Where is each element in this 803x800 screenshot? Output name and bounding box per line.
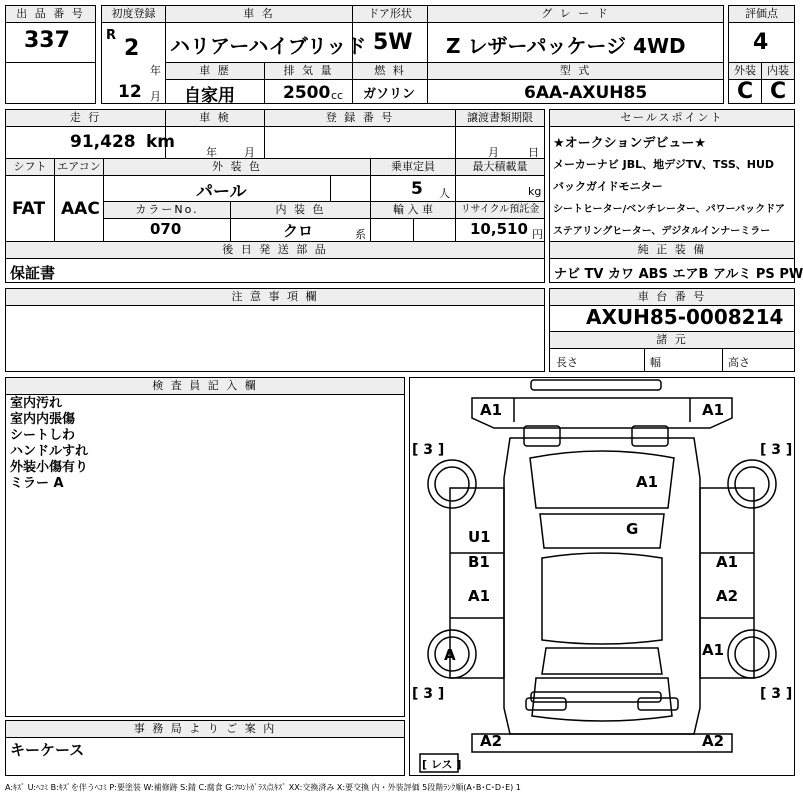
later-parts-value: 保証書 [10, 264, 56, 282]
max-load-cell [455, 158, 545, 202]
inspector-note: ハンドルすれ [10, 444, 89, 459]
capacity-cell [370, 158, 456, 202]
car-diagram-svg [410, 378, 794, 775]
exterior-grade-value: C [737, 79, 754, 104]
interior-grade-label: 内装 [762, 63, 794, 80]
shift-value: FAT [12, 199, 46, 219]
score-value: 4 [753, 30, 769, 55]
aircon-label: エアコン [55, 159, 103, 176]
exterior-grade-cell [728, 62, 762, 104]
equipment-item: ABS [638, 267, 668, 282]
registration-number-cell [264, 109, 456, 159]
history-label: 車 歴 [166, 63, 264, 80]
capacity-label: 乗車定員 [371, 159, 455, 176]
office-label: 事 務 局 よ り ご 案 内 [6, 721, 404, 738]
inspection-cell [165, 109, 265, 159]
interior-color-label: 内 装 色 [231, 202, 370, 219]
sales-point-line-3: バックガイドモニター [553, 180, 663, 193]
shift-cell [5, 158, 55, 242]
mileage-cell [5, 109, 176, 159]
sales-point-line-4: シートヒーター/ベンチレーター、パワーバックドア [553, 204, 785, 215]
lot-blank-cell [5, 62, 96, 104]
height-label: 高さ [728, 356, 750, 369]
later-parts-label: 後 日 発 送 部 品 [6, 242, 544, 259]
model-label: 型 式 [428, 63, 723, 80]
inspector-note: 室内汚れ [10, 396, 63, 411]
mark-left-front-door-1: U1 [468, 528, 491, 546]
inspector-box [5, 377, 405, 717]
displacement-cell [264, 62, 353, 104]
inspector-note: 外装小傷有り [10, 460, 89, 475]
tire-front-left: [ 3 ] [412, 442, 445, 458]
mark-right-rear-door: A2 [716, 587, 739, 605]
score-label: 評価点 [729, 6, 794, 23]
genuine-equipment-label: 純 正 装 備 [550, 242, 794, 259]
mark-right-rear: A1 [702, 641, 725, 659]
recycle-value: 10,510 [470, 220, 528, 238]
aircon-value: AAC [61, 199, 100, 219]
legend-text: A:ｷｽﾞ U:ﾍｺﾐ B:ｷｽﾞを伴うﾍｺﾐ P:要塗装 W:補修跡 S:錆 C:腐食 G:ﾌﾛﾝﾄｶﾞﾗｽ点ｷｽﾞ XX:交換済み X:要交換 内・外装評価 5段階ﾗﾝｸ順(A･B･C･D･E) 1 [5, 783, 521, 792]
month-unit: 月 [150, 90, 161, 103]
car-name-label: 車 名 [166, 6, 352, 23]
inspection-month-unit: 月 [244, 146, 255, 159]
mark-hood: A1 [636, 473, 659, 491]
model-value: 6AA-AXUH85 [524, 83, 648, 103]
color-number-label: カラーNo. [104, 202, 230, 219]
inspector-note: ミラー A [10, 476, 64, 491]
inspector-notes-list [10, 396, 88, 492]
equipment-item: ナビ [554, 267, 581, 282]
era-value: R [106, 28, 117, 43]
color-number-value: 070 [150, 220, 182, 238]
mark-right-front-door: A1 [716, 553, 739, 571]
door-label: ドア形状 [353, 6, 427, 23]
year-value: 2 [124, 36, 140, 61]
interior-color-cell [230, 201, 371, 242]
fuel-value: ガソリン [363, 87, 416, 102]
sales-point-box [549, 109, 795, 242]
exterior-grade-label: 外装 [729, 63, 761, 80]
tire-front-right: [ 3 ] [760, 442, 793, 458]
chassis-number-cell [549, 288, 795, 332]
equipment-item: PS [755, 267, 775, 282]
month-value: 12 [118, 82, 142, 102]
displacement-label: 排 気 量 [265, 63, 352, 80]
history-cell [165, 62, 265, 104]
fuel-label: 燃 料 [353, 63, 427, 80]
capacity-value: 5 [411, 179, 423, 199]
notes-box [5, 288, 545, 372]
grade-label: グ レ ー ド [428, 6, 723, 23]
inspector-label: 検 査 員 記 入 欄 [6, 378, 404, 395]
equipment-item: PW [779, 267, 803, 282]
lot-number-cell [5, 5, 96, 63]
sales-point-line-2: メーカーナビ JBL、地デジTV、TSS、HUD [553, 158, 775, 171]
exterior-color-cell [103, 158, 371, 202]
km-unit: km [146, 132, 176, 152]
mark-front-right: A1 [702, 401, 725, 419]
history-value: 自家用 [184, 86, 235, 106]
year-unit: 年 [150, 64, 161, 77]
genuine-equipment-cell [549, 241, 803, 283]
notes-label: 注 意 事 項 欄 [6, 289, 544, 306]
registration-number-label: 登 録 番 号 [265, 110, 455, 127]
inspector-note: 室内内張傷 [10, 412, 76, 427]
equipment-item: TV [584, 267, 604, 282]
chassis-number-label: 車 台 番 号 [550, 289, 794, 306]
deadline-month-unit: 月 [488, 146, 499, 159]
sales-point-line-5: ステアリングヒーター、デジタルインナーミラー [553, 226, 771, 237]
mark-rear-left: A2 [480, 732, 503, 750]
mileage-value: 91,428 [70, 132, 136, 152]
inspection-year-unit: 年 [206, 146, 217, 159]
equipment-item: アルミ [712, 267, 752, 282]
kei-unit: 系 [355, 228, 366, 241]
equipment-list [554, 263, 803, 282]
lot-number-label: 出 品 番 号 [6, 6, 95, 23]
width-label: 幅 [650, 356, 661, 369]
displacement-value: 2500 [283, 83, 331, 103]
length-label: 長さ [556, 356, 578, 369]
mileage-label: 走 行 [6, 110, 165, 127]
max-load-label: 最大積載量 [456, 159, 544, 176]
sales-point-line-1: ★オークションデビュー★ [553, 136, 707, 151]
mark-rear-right: A2 [702, 732, 725, 750]
yen-unit: 円 [532, 228, 543, 241]
import-cell [370, 201, 456, 242]
color-number-cell [103, 201, 231, 242]
mark-left-rear-door: A1 [468, 587, 491, 605]
mark-roof: G [626, 520, 639, 538]
mark-left-front-door-2: B1 [468, 553, 490, 571]
office-box [5, 720, 405, 776]
kg-unit: kg [528, 185, 542, 198]
specs-label: 諸 元 [550, 332, 794, 349]
cc-unit: cc [331, 89, 344, 102]
inspection-label: 車 検 [166, 110, 264, 127]
transfer-deadline-cell [455, 109, 545, 159]
equipment-item: カワ [608, 267, 635, 282]
sales-point-label: セールスポイント [550, 110, 794, 127]
office-value: キーケース [10, 741, 85, 759]
exterior-color-label: 外 装 色 [104, 159, 370, 176]
lot-number-value: 337 [24, 28, 70, 53]
specs-cell [549, 331, 795, 372]
deadline-day-unit: 日 [528, 146, 539, 159]
grade-cell [427, 5, 724, 63]
recycle-cell [455, 201, 545, 242]
score-cell [728, 5, 795, 63]
person-unit: 人 [439, 187, 450, 200]
shift-label: シフト [6, 159, 54, 176]
interior-color-value: クロ [283, 222, 314, 240]
later-parts-cell [5, 241, 545, 283]
car-name-cell [165, 5, 367, 63]
model-cell [427, 62, 724, 104]
mark-front-left: A1 [480, 401, 503, 419]
door-value: 5W [373, 30, 413, 55]
grade-value: Z レザーパッケージ 4WD [446, 34, 686, 58]
car-name-value: ハリアーハイブリッド [170, 34, 367, 58]
equipment-item: エアB [672, 267, 709, 282]
aircon-cell [54, 158, 104, 242]
interior-grade-cell [761, 62, 795, 104]
inspector-note: シートしわ [10, 428, 76, 443]
chassis-number-value: AXUH85-0008214 [586, 305, 784, 329]
transfer-deadline-label: 譲渡書類期限 [456, 110, 544, 127]
mark-left-rear-wheel: A [444, 646, 456, 664]
tire-rear-right: [ 3 ] [760, 686, 793, 702]
import-label: 輸 入 車 [371, 202, 455, 219]
spare-tire: [ レス ] [422, 758, 462, 771]
recycle-label: リサイクル預託金 [456, 202, 544, 219]
fuel-cell [352, 62, 428, 104]
tire-rear-left: [ 3 ] [412, 686, 445, 702]
first-registration-cell [101, 5, 166, 104]
interior-grade-value: C [770, 79, 787, 104]
car-diagram [409, 377, 795, 776]
door-cell [352, 5, 428, 63]
exterior-color-value: パール [196, 182, 247, 202]
first-registration-label: 初度登録 [102, 6, 165, 23]
